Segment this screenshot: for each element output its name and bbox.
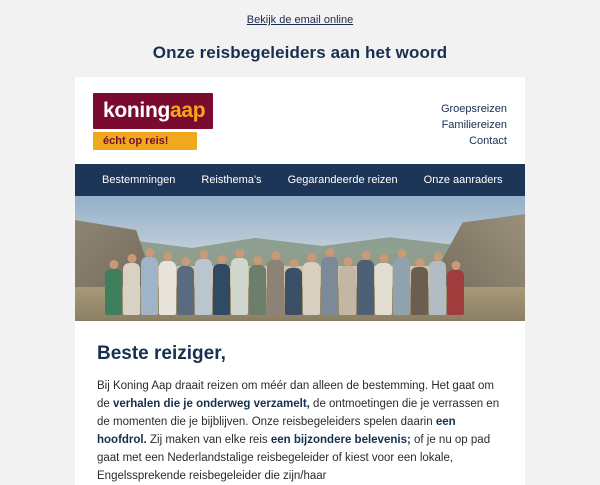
- head: [451, 261, 460, 270]
- head: [397, 249, 406, 258]
- head: [307, 253, 316, 262]
- nav-item-reisthemas[interactable]: Reisthema's: [201, 174, 262, 186]
- header-links: [441, 93, 507, 149]
- person: [249, 265, 266, 315]
- head: [379, 254, 388, 263]
- greeting-heading: Beste reiziger,: [97, 343, 226, 364]
- person: [123, 263, 140, 315]
- person: [141, 257, 158, 315]
- person: [195, 259, 212, 315]
- head: [415, 258, 424, 267]
- head: [433, 252, 442, 261]
- logo-word-aap: aap: [170, 99, 206, 122]
- person: [177, 266, 194, 315]
- nav-item-bestemmingen[interactable]: Bestemmingen: [102, 174, 176, 186]
- head: [325, 248, 334, 257]
- paragraph-bold-3: een bijzondere belevenis;: [270, 434, 411, 446]
- head: [217, 255, 226, 264]
- person: [321, 257, 338, 315]
- logo[interactable]: [93, 93, 253, 150]
- paragraph-bold-1: verhalen die je onderweg verzamelt,: [113, 398, 310, 410]
- person: [339, 266, 356, 315]
- head: [253, 256, 262, 265]
- header-link-contact[interactable]: Contact: [469, 135, 507, 147]
- person: [285, 268, 302, 315]
- main-navigation: [75, 164, 525, 196]
- logo-wordmark: [93, 93, 213, 129]
- view-online-link[interactable]: Bekijk de email online: [246, 14, 354, 26]
- email-body: [75, 77, 525, 485]
- brand-header: [75, 77, 525, 164]
- person: [105, 269, 122, 315]
- person: [267, 260, 284, 315]
- header-link-groepsreizen[interactable]: Groepsreizen: [440, 103, 507, 115]
- paragraph-part-2: de ontmoetingen die je verrassen en de momenten die je bijblijven. Onze reisbegeleiders spelen daarin: [97, 398, 500, 428]
- head: [163, 252, 172, 261]
- paragraph-part-3: Zij maken van elke reis: [146, 434, 271, 446]
- person: [447, 270, 464, 315]
- paragraph-part-4: of je nu op pad gaat met een Nederlandstalige reisbegeleider of kiest voor een lokale, Engelssprekende reisbegeleider die zijn/haar: [97, 434, 491, 482]
- nav-item-onze-aanraders[interactable]: Onze aanraders: [423, 174, 503, 186]
- head: [127, 254, 136, 263]
- preheader: [0, 0, 600, 34]
- head: [199, 250, 208, 259]
- person: [375, 263, 392, 315]
- person: [393, 258, 410, 315]
- logo-word-koning: koning: [103, 99, 171, 122]
- person: [411, 267, 428, 315]
- logo-tagline: écht op reis!: [93, 132, 197, 150]
- head: [109, 260, 118, 269]
- hero-group-photo: [105, 241, 491, 315]
- page-title: Onze reisbegeleiders aan het woord: [152, 43, 448, 62]
- person: [357, 260, 374, 315]
- person: [303, 262, 320, 315]
- person: [213, 264, 230, 315]
- head: [271, 251, 280, 260]
- person: [231, 258, 248, 315]
- nav-item-gegarandeerde-reizen[interactable]: Gegarandeerde reizen: [287, 174, 398, 186]
- head: [361, 251, 370, 260]
- paragraph-bold-2: een hoofdrol.: [97, 416, 456, 446]
- intro-paragraph: [75, 367, 525, 485]
- head: [343, 257, 352, 266]
- head: [145, 248, 154, 257]
- head: [289, 259, 298, 268]
- head: [235, 249, 244, 258]
- paragraph-part-1: Bij Koning Aap draait reizen om méér dan alleen de bestemming. Het gaat om de: [97, 380, 494, 410]
- hero-image: [75, 196, 525, 321]
- header-link-familiereizen[interactable]: Familiereizen: [441, 119, 507, 131]
- head: [181, 257, 190, 266]
- person: [159, 261, 176, 315]
- person: [429, 261, 446, 315]
